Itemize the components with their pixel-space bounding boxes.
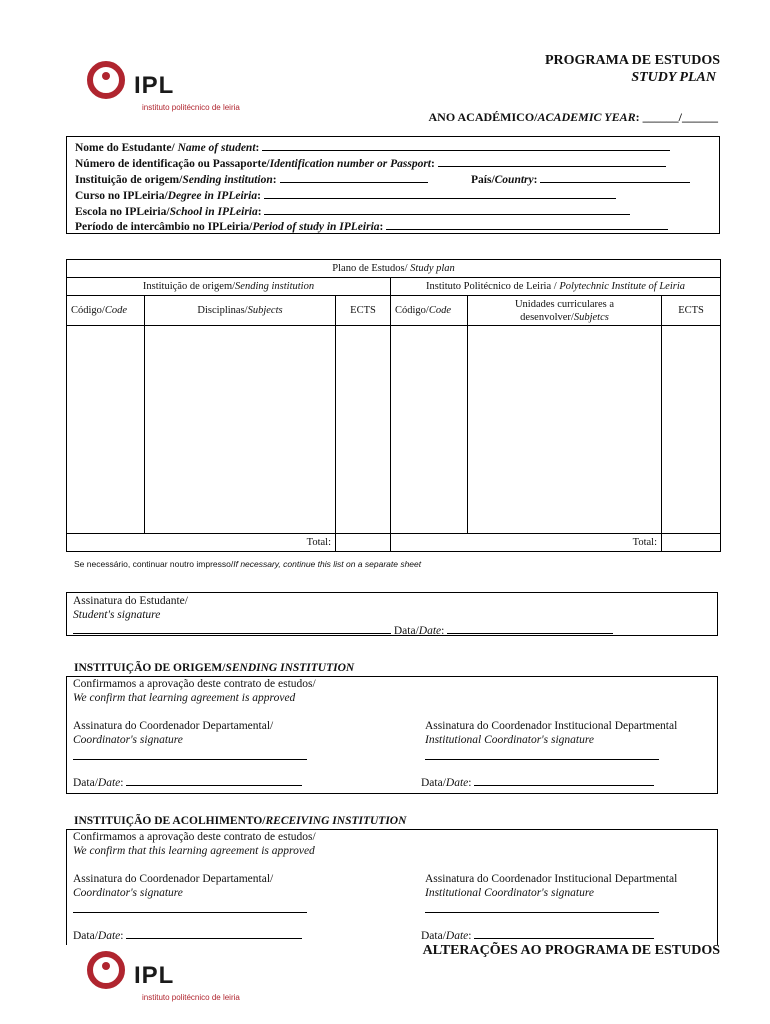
sending-inst-coordinator-label-en: Institutional Coordinator's signature	[425, 734, 595, 746]
school-field[interactable]: Escola no IPLeiria/School in IPLeiria:	[75, 204, 630, 218]
receiving-coordinator-label-en: Coordinator's signature	[73, 887, 183, 899]
page-title: PROGRAMA DE ESTUDOS	[544, 53, 720, 68]
sending-inst-coordinator-signature-line[interactable]	[425, 759, 659, 760]
total-label-receiving: Total:	[391, 534, 662, 552]
sending-approval-box	[66, 676, 718, 794]
ipl-logo-footer-text: IPL	[134, 962, 175, 989]
ipl-logo-footer-subtitle: instituto politécnico de leiria	[142, 993, 240, 1002]
student-info-box	[66, 136, 720, 234]
student-signature-label: Assinatura do Estudante/	[73, 595, 188, 607]
sending-confirm-text-en: We confirm that learning agreement is approved	[73, 692, 296, 704]
student-name-field[interactable]: Nome do Estudante/ Name of student:	[75, 140, 670, 154]
receiving-coordinator-label: Assinatura do Coordenador Departamental/	[73, 873, 274, 885]
student-signature-line[interactable]: Data/Date:	[73, 623, 613, 637]
degree-field[interactable]: Curso no IPLeiria/Degree in IPLeiria:	[75, 188, 616, 202]
sending-inst-coordinator-date[interactable]: Data/Date:	[421, 775, 654, 789]
sending-inst-coordinator-label: Assinatura do Coordenador Institucional Departmental	[425, 720, 678, 732]
sending-coordinator-label: Assinatura do Coordenador Departamental/	[73, 720, 274, 732]
ipl-logo	[86, 60, 266, 115]
receiving-confirm-text: Confirmamos a aprovação deste contrato de estudos/	[73, 831, 316, 843]
academic-year: ANO ACADÉMICO/ACADEMIC YEAR: ______/______	[428, 110, 718, 124]
sending-coordinator-label-en: Coordinator's signature	[73, 734, 183, 746]
sending-confirm-text: Confirmamos a aprovação deste contrato de estudos/	[73, 678, 316, 690]
receiving-approval-box	[66, 829, 718, 945]
student-id-field[interactable]: Número de identificação ou Passaporte/Identification number or Passport:	[75, 156, 666, 170]
col-subjects: Disciplinas/Subjects	[145, 296, 336, 326]
total-ects-receiving[interactable]	[662, 534, 721, 552]
col-code-sending: Código/Code	[67, 296, 145, 326]
cell-code-sending[interactable]	[67, 326, 145, 534]
total-label-sending: Total:	[67, 534, 336, 552]
sending-section-heading: INSTITUIÇÃO DE ORIGEM/SENDING INSTITUTION	[74, 662, 355, 674]
cell-code-receiving[interactable]	[391, 326, 468, 534]
sending-coordinator-signature-line[interactable]	[73, 759, 307, 760]
total-ects-sending[interactable]	[336, 534, 391, 552]
sending-institution-header: Instituição de origem/Sending institution	[67, 278, 391, 296]
cell-ects-receiving[interactable]	[662, 326, 721, 534]
study-period-field[interactable]: Período de intercâmbio no IPLeiria/Period of study in IPLeiria:	[75, 219, 668, 233]
receiving-inst-coordinator-date[interactable]: Data/Date:	[421, 928, 654, 942]
col-units: Unidades curriculares a desenvolver/Subjetcs	[468, 296, 662, 326]
ipl-logo-subtitle: instituto politécnico de leiria	[142, 103, 240, 112]
study-plan-table	[66, 259, 721, 552]
receiving-coordinator-signature-line[interactable]	[73, 912, 307, 913]
receiving-inst-coordinator-label: Assinatura do Coordenador Institucional Departmental	[425, 873, 678, 885]
ipl-logo-mark-icon	[86, 60, 126, 100]
student-signature-box	[66, 592, 718, 636]
col-code-receiving: Código/Code	[391, 296, 468, 326]
sending-coordinator-date[interactable]: Data/Date:	[73, 775, 302, 789]
ipl-logo-text: IPL	[134, 72, 175, 99]
cell-ects-sending[interactable]	[336, 326, 391, 534]
receiving-coordinator-date[interactable]: Data/Date:	[73, 928, 302, 942]
ipl-logo-mark-icon	[86, 950, 126, 990]
receiving-confirm-text-en: We confirm that this learning agreement is approved	[73, 845, 315, 857]
page-subtitle: STUDY PLAN	[631, 70, 716, 85]
continue-note: Se necessário, continuar noutro impresso/If necessary, continue this list on a separate sheet	[74, 559, 422, 569]
ipl-logo-footer	[86, 950, 266, 1005]
col-ects-receiving: ECTS	[662, 296, 721, 326]
changes-title: ALTERAÇÕES AO PROGRAMA DE ESTUDOS	[422, 943, 720, 958]
country-field[interactable]: País/Country:	[471, 172, 690, 186]
sending-institution-field[interactable]: Instituição de origem/Sending institution:	[75, 172, 428, 186]
cell-subjects[interactable]	[145, 326, 336, 534]
col-ects-sending: ECTS	[336, 296, 391, 326]
plan-title: Plano de Estudos/ Study plan	[67, 260, 721, 278]
student-signature-label-en: Student's signature	[73, 609, 161, 621]
receiving-inst-coordinator-signature-line[interactable]	[425, 912, 659, 913]
receiving-section-heading: INSTITUIÇÃO DE ACOLHIMENTO/RECEIVING INSTITUTION	[74, 815, 407, 827]
receiving-inst-coordinator-label-en: Institutional Coordinator's signature	[425, 887, 595, 899]
receiving-institution-header: Instituto Politécnico de Leiria / Polytechnic Institute of Leiria	[391, 278, 721, 296]
cell-units[interactable]	[468, 326, 662, 534]
